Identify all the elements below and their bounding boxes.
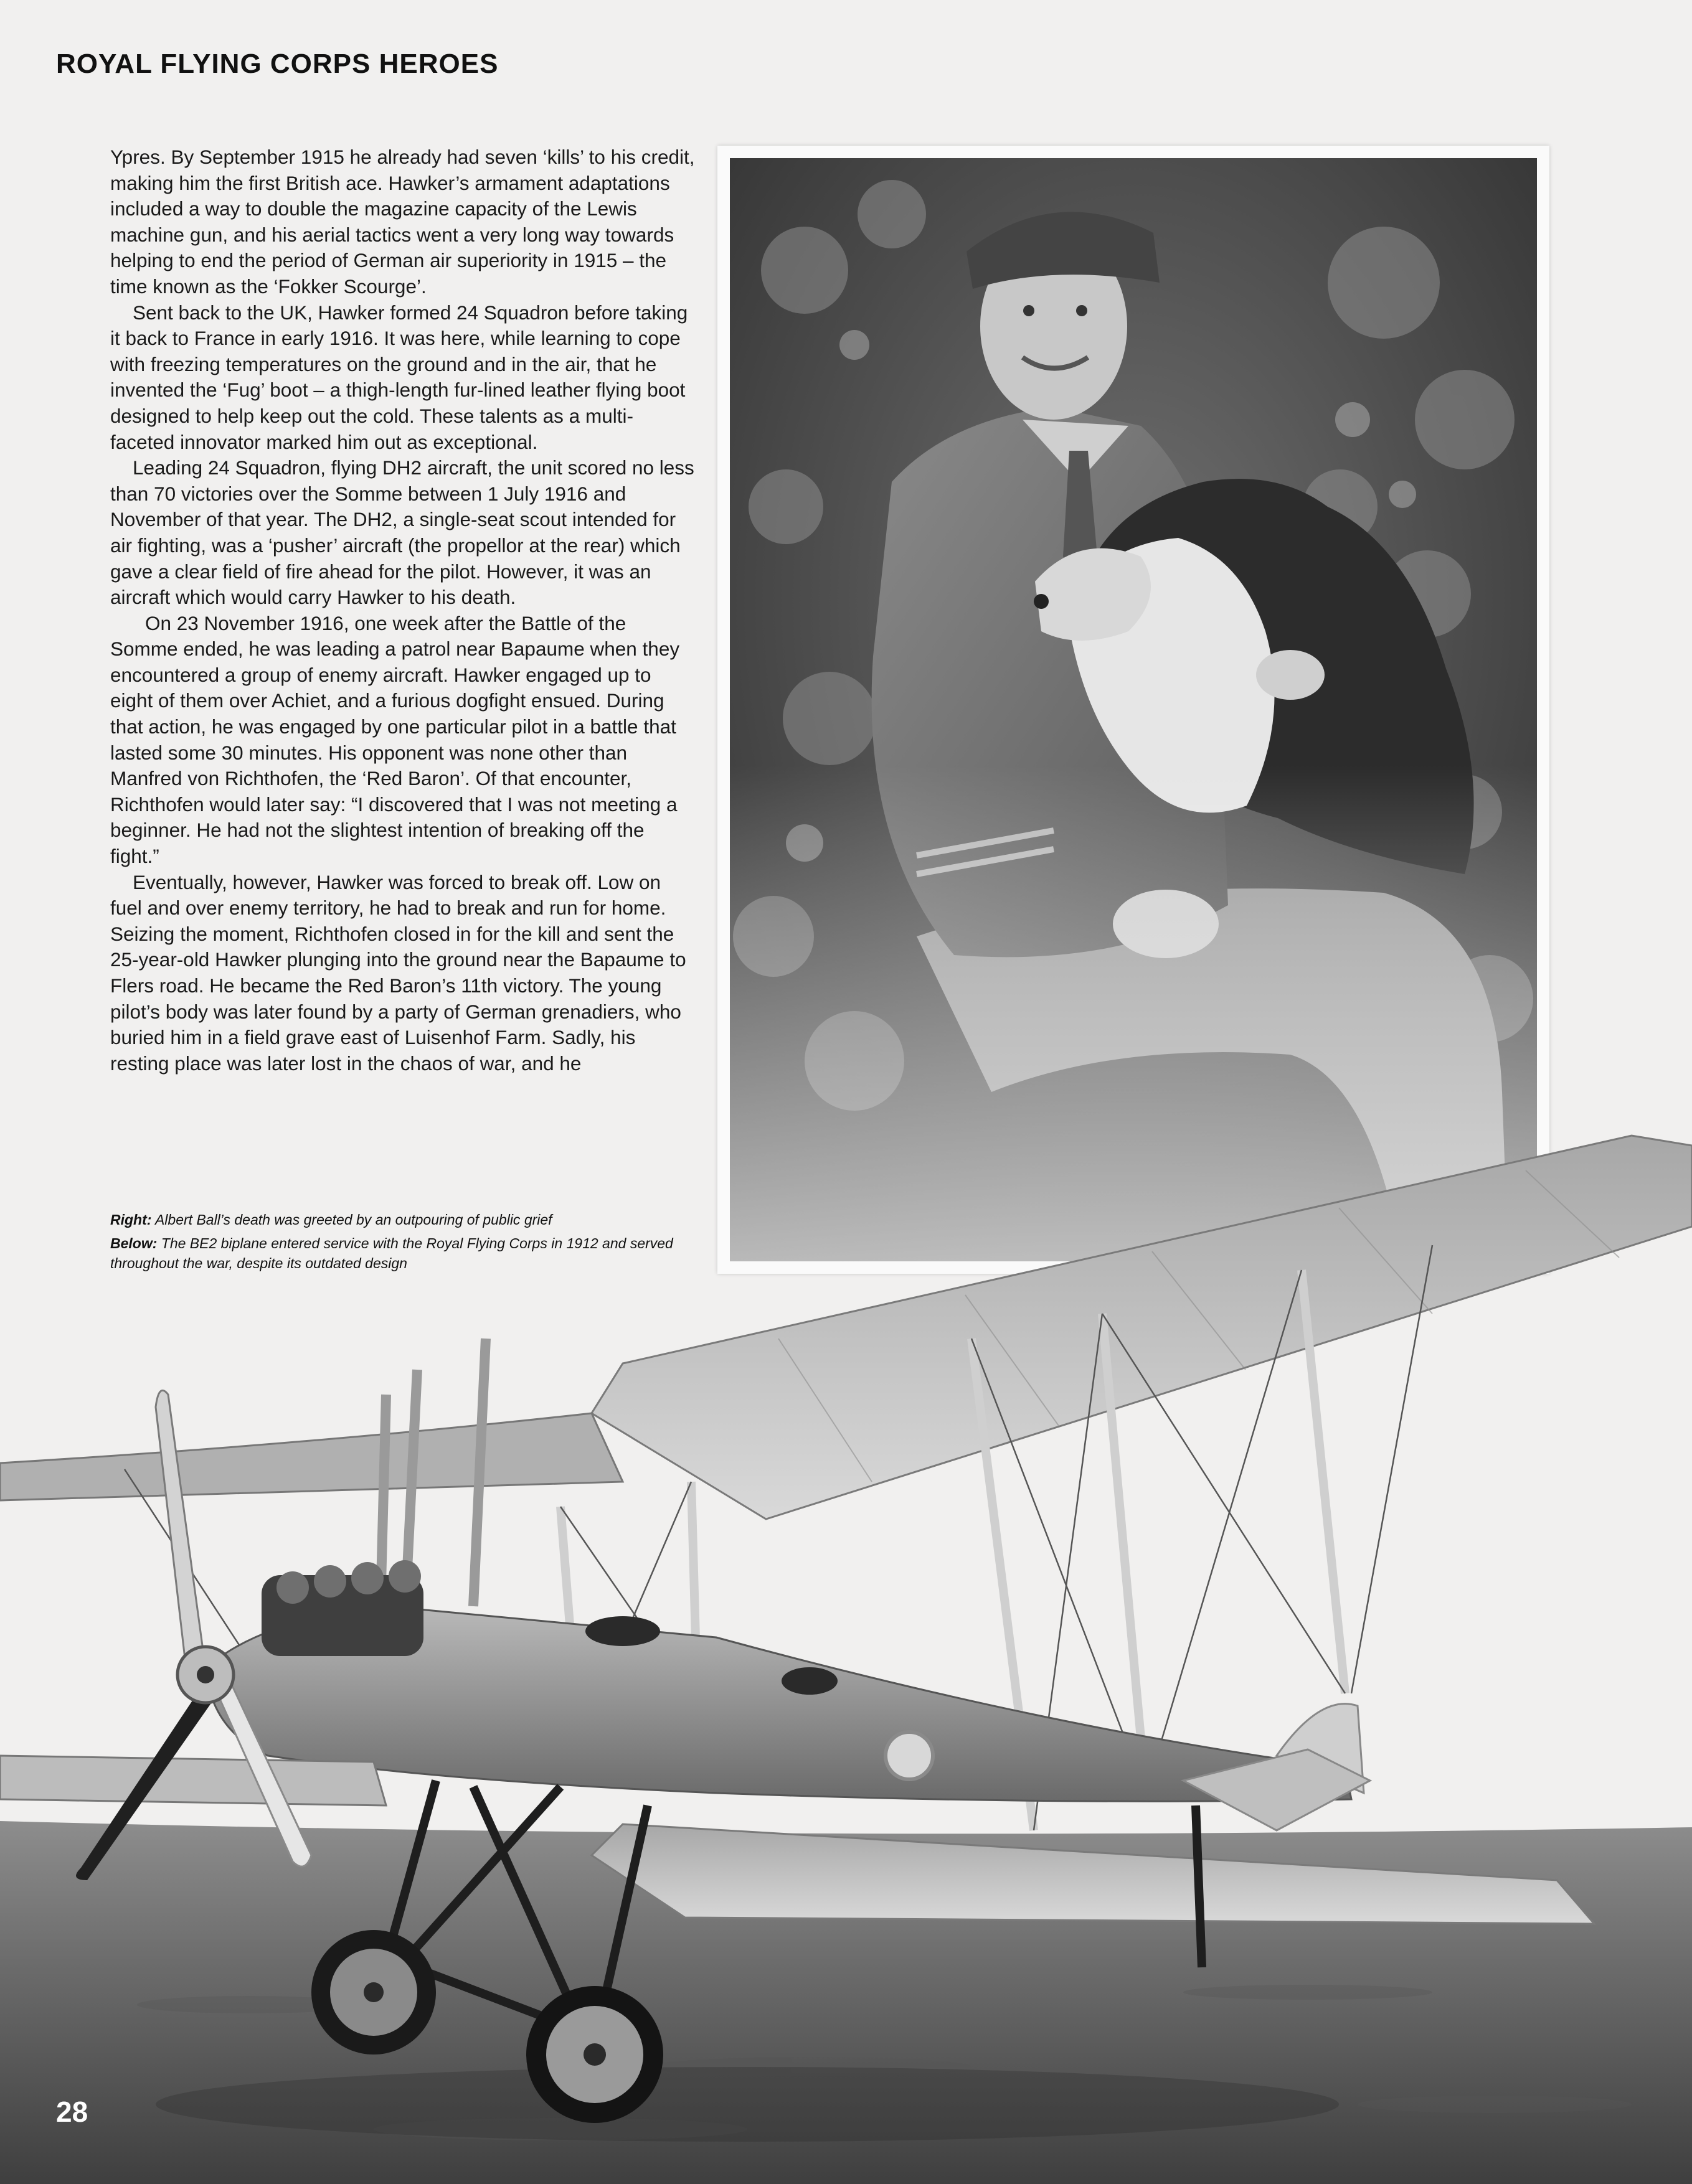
article-paragraph: On 23 November 1916, one week after the Battle of the Somme ended, he was leading a patrol near Bapaume when they encountered a group of enemy aircraft. Hawker engaged up to eight of them over Achiet, and a furious dogfight ensued. During that action, he was engaged by one particular pilot in a battle that lasted some 30 minutes. His opponent was none other than Manfred von Richthofen, the ‘Red Baron’. Of that encounter, Richthofen would later say: “I discovered that I was not meeting a beginner. He had not the slightest intention of breaking off the fight.” — [110, 611, 680, 868]
caption-below-label: Below: — [110, 1235, 158, 1251]
article-body — [110, 144, 696, 1076]
article-paragraph: Ypres. By September 1915 he already had seven ‘kills’ to his credit, making him the first British ace. Hawker’s armament adaptations included a way to double the magazine capacity of the Lewis machine gun, and his aerial tactics went a very long way towards helping to end the period of German air superiority in 1915 – the time known as the ‘Fokker Scourge’. — [110, 146, 695, 298]
portrait-illustration — [730, 158, 1537, 1261]
caption-below-text: The BE2 biplane entered service with the Royal Flying Corps in 1912 and served throughout the war, despite its outdated design — [110, 1235, 673, 1271]
article-paragraph: Eventually, however, Hawker was forced to break off. Low on fuel and over enemy territory, he had to break and run for home. Seizing the moment, Richthofen closed in for the kill and sent the 25-year-old Hawker plunging into the ground near the Bapaume to Flers road. He became the Red Baron’s 11th victory. The young pilot’s body was later found by a party of German grenadiers, who buried him in a field grave east of Luisenhof Farm. Sadly, his resting place was later lost in the chaos of war, and he — [110, 870, 686, 1075]
portrait-photo — [730, 158, 1537, 1261]
portrait-photo-frame — [717, 146, 1549, 1274]
caption-right-text: Albert Ball’s death was greeted by an outpouring of public grief — [154, 1212, 552, 1228]
article-paragraph: Leading 24 Squadron, flying DH2 aircraft, the unit scored no less than 70 victories over the Somme between 1 July 1916 and November of that year. The DH2, a single-seat scout intended for air fighting, was a ‘pusher’ aircraft (the propellor at the rear) which gave a clear field of fire ahead for the pilot. However, it was an aircraft which would carry Hawker to his death. — [110, 456, 694, 609]
biplane-photo — [0, 1133, 1692, 2184]
article-paragraph: Sent back to the UK, Hawker formed 24 Squadron before taking it back to France in early 1916. It was here, while learning to cope with freezing temperatures on the ground and in the air, that he invented the ‘Fug’ boot – a thigh-length fur-lined leather flying boot designed to help keep out the cold. These talents as a multi-faceted innovator marked him out as exceptional. — [110, 301, 688, 453]
caption-right-label: Right: — [110, 1212, 152, 1228]
running-head: ROYAL FLYING CORPS HEROES — [56, 49, 499, 79]
page-number: 28 — [56, 2096, 88, 2128]
upper-wing — [592, 1136, 1692, 1519]
biplane-illustration — [0, 1133, 1692, 2184]
engine — [262, 1560, 423, 1656]
